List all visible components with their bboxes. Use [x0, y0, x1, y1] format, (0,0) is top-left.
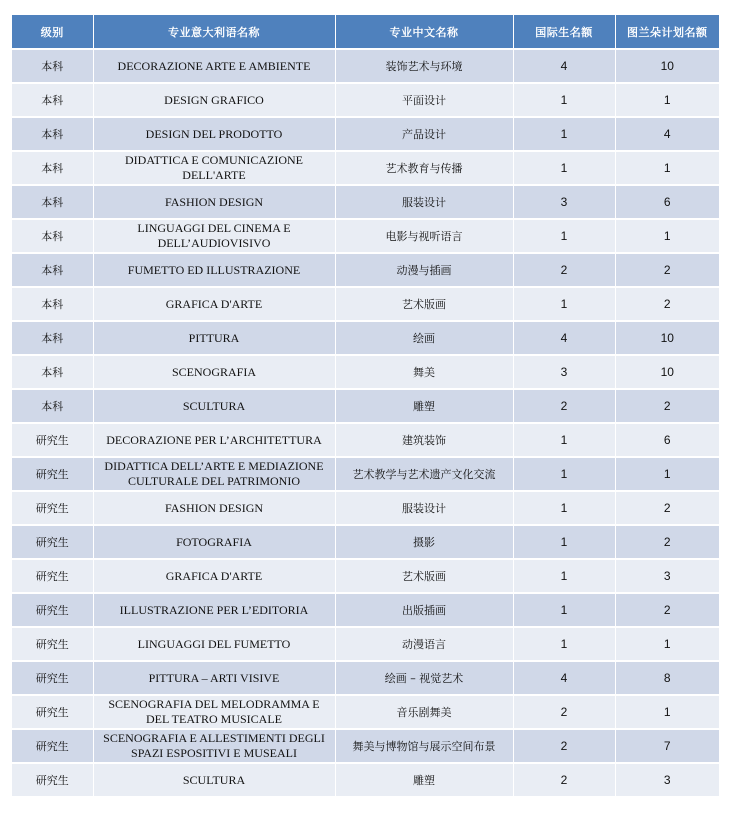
turandot-quota-cell: 6 — [615, 185, 719, 219]
international-quota-cell: 3 — [513, 185, 615, 219]
level-cell: 本科 — [12, 219, 93, 253]
chinese-name-cell: 雕塑 — [335, 389, 513, 423]
international-quota-cell: 1 — [513, 83, 615, 117]
level-cell: 研究生 — [12, 559, 93, 593]
international-quota-cell: 1 — [513, 457, 615, 491]
chinese-name-cell: 电影与视听语言 — [335, 219, 513, 253]
turandot-quota-cell: 6 — [615, 423, 719, 457]
table-header-row — [12, 15, 719, 49]
italian-name-cell: GRAFICA D'ARTE — [93, 287, 335, 321]
table-row — [12, 151, 719, 185]
international-quota-cell: 4 — [513, 661, 615, 695]
international-quota-cell: 1 — [513, 151, 615, 185]
international-quota-cell: 1 — [513, 423, 615, 457]
international-quota-cell: 1 — [513, 593, 615, 627]
italian-name-cell: DESIGN GRAFICO — [93, 83, 335, 117]
table-row — [12, 729, 719, 763]
italian-name-cell: FASHION DESIGN — [93, 185, 335, 219]
level-cell: 本科 — [12, 49, 93, 83]
turandot-quota-cell: 1 — [615, 457, 719, 491]
chinese-name-cell: 绘画 — [335, 321, 513, 355]
level-cell: 本科 — [12, 321, 93, 355]
chinese-name-cell: 平面设计 — [335, 83, 513, 117]
chinese-name-cell: 服装设计 — [335, 491, 513, 525]
turandot-quota-cell: 10 — [615, 355, 719, 389]
chinese-name-cell: 艺术版画 — [335, 287, 513, 321]
table-row — [12, 83, 719, 117]
level-cell: 研究生 — [12, 423, 93, 457]
international-quota-cell: 1 — [513, 525, 615, 559]
turandot-quota-cell: 2 — [615, 491, 719, 525]
level-cell: 研究生 — [12, 695, 93, 729]
level-cell: 研究生 — [12, 729, 93, 763]
table-row — [12, 219, 719, 253]
turandot-quota-cell: 1 — [615, 627, 719, 661]
italian-name-cell: DIDATTICA DELL’ARTE E MEDIAZIONE CULTURALE DEL PATRIMONIO — [93, 457, 335, 491]
international-quota-cell: 3 — [513, 355, 615, 389]
table-row — [12, 763, 719, 797]
turandot-quota-cell: 2 — [615, 287, 719, 321]
international-quota-cell: 1 — [513, 219, 615, 253]
international-quota-cell: 2 — [513, 253, 615, 287]
turandot-quota-cell: 1 — [615, 695, 719, 729]
table-row — [12, 593, 719, 627]
level-cell: 本科 — [12, 355, 93, 389]
table-row — [12, 661, 719, 695]
italian-name-cell: SCULTURA — [93, 763, 335, 797]
table-row — [12, 287, 719, 321]
chinese-name-cell: 摄影 — [335, 525, 513, 559]
international-quota-cell: 1 — [513, 627, 615, 661]
chinese-name-cell: 装饰艺术与环境 — [335, 49, 513, 83]
chinese-name-cell: 动漫与插画 — [335, 253, 513, 287]
level-cell: 研究生 — [12, 593, 93, 627]
italian-name-cell: DIDATTICA E COMUNICAZIONE DELL'ARTE — [93, 151, 335, 185]
chinese-name-cell: 艺术教学与艺术遗产文化交流 — [335, 457, 513, 491]
level-cell: 研究生 — [12, 491, 93, 525]
level-cell: 研究生 — [12, 457, 93, 491]
turandot-quota-cell: 7 — [615, 729, 719, 763]
header-italian-name: 专业意大利语名称 — [93, 15, 335, 49]
international-quota-cell: 1 — [513, 287, 615, 321]
level-cell: 研究生 — [12, 661, 93, 695]
turandot-quota-cell: 1 — [615, 151, 719, 185]
turandot-quota-cell: 2 — [615, 593, 719, 627]
italian-name-cell: PITTURA – ARTI VISIVE — [93, 661, 335, 695]
table-row — [12, 49, 719, 83]
italian-name-cell: LINGUAGGI DEL CINEMA E DELL’AUDIOVISIVO — [93, 219, 335, 253]
italian-name-cell: DECORAZIONE ARTE E AMBIENTE — [93, 49, 335, 83]
chinese-name-cell: 出版插画 — [335, 593, 513, 627]
turandot-quota-cell: 2 — [615, 525, 719, 559]
level-cell: 研究生 — [12, 525, 93, 559]
turandot-quota-cell: 2 — [615, 253, 719, 287]
turandot-quota-cell: 1 — [615, 83, 719, 117]
international-quota-cell: 4 — [513, 321, 615, 355]
turandot-quota-cell: 3 — [615, 559, 719, 593]
level-cell: 本科 — [12, 151, 93, 185]
header-international-quota: 国际生名额 — [513, 15, 615, 49]
level-cell: 研究生 — [12, 627, 93, 661]
level-cell: 本科 — [12, 389, 93, 423]
table-row — [12, 321, 719, 355]
chinese-name-cell: 艺术版画 — [335, 559, 513, 593]
italian-name-cell: GRAFICA D'ARTE — [93, 559, 335, 593]
international-quota-cell: 2 — [513, 695, 615, 729]
table-row — [12, 695, 719, 729]
table-row — [12, 559, 719, 593]
chinese-name-cell: 艺术教育与传播 — [335, 151, 513, 185]
italian-name-cell: SCENOGRAFIA DEL MELODRAMMA E DEL TEATRO MUSICALE — [93, 695, 335, 729]
level-cell: 本科 — [12, 117, 93, 151]
table-row — [12, 423, 719, 457]
header-chinese-name: 专业中文名称 — [335, 15, 513, 49]
italian-name-cell: SCENOGRAFIA — [93, 355, 335, 389]
table-row — [12, 627, 719, 661]
italian-name-cell: LINGUAGGI DEL FUMETTO — [93, 627, 335, 661]
level-cell: 本科 — [12, 253, 93, 287]
header-level: 级别 — [12, 15, 93, 49]
quota-table-container — [12, 15, 719, 798]
italian-name-cell: ILLUSTRAZIONE PER L’EDITORIA — [93, 593, 335, 627]
chinese-name-cell: 产品设计 — [335, 117, 513, 151]
international-quota-cell: 1 — [513, 117, 615, 151]
chinese-name-cell: 音乐剧舞美 — [335, 695, 513, 729]
table-row — [12, 185, 719, 219]
table-row — [12, 355, 719, 389]
table-row — [12, 253, 719, 287]
italian-name-cell: FOTOGRAFIA — [93, 525, 335, 559]
table-row — [12, 389, 719, 423]
turandot-quota-cell: 2 — [615, 389, 719, 423]
italian-name-cell: DECORAZIONE PER L’ARCHITETTURA — [93, 423, 335, 457]
chinese-name-cell: 建筑装饰 — [335, 423, 513, 457]
chinese-name-cell: 服装设计 — [335, 185, 513, 219]
table-row — [12, 525, 719, 559]
international-quota-cell: 2 — [513, 729, 615, 763]
italian-name-cell: FUMETTO ED ILLUSTRAZIONE — [93, 253, 335, 287]
level-cell: 本科 — [12, 287, 93, 321]
international-quota-cell: 2 — [513, 389, 615, 423]
turandot-quota-cell: 10 — [615, 321, 719, 355]
header-turandot-quota: 图兰朵计划名额 — [615, 15, 719, 49]
level-cell: 本科 — [12, 83, 93, 117]
turandot-quota-cell: 4 — [615, 117, 719, 151]
italian-name-cell: DESIGN DEL PRODOTTO — [93, 117, 335, 151]
table-row — [12, 117, 719, 151]
chinese-name-cell: 动漫语言 — [335, 627, 513, 661]
table-row — [12, 457, 719, 491]
table-body — [12, 49, 719, 797]
chinese-name-cell: 雕塑 — [335, 763, 513, 797]
turandot-quota-cell: 1 — [615, 219, 719, 253]
turandot-quota-cell: 3 — [615, 763, 719, 797]
level-cell: 研究生 — [12, 763, 93, 797]
chinese-name-cell: 舞美 — [335, 355, 513, 389]
international-quota-cell: 1 — [513, 491, 615, 525]
turandot-quota-cell: 8 — [615, 661, 719, 695]
international-quota-cell: 2 — [513, 763, 615, 797]
italian-name-cell: SCENOGRAFIA E ALLESTIMENTI DEGLI SPAZI ESPOSITIVI E MUSEALI — [93, 729, 335, 763]
italian-name-cell: SCULTURA — [93, 389, 335, 423]
chinese-name-cell: 绘画 – 视觉艺术 — [335, 661, 513, 695]
international-quota-cell: 1 — [513, 559, 615, 593]
italian-name-cell: PITTURA — [93, 321, 335, 355]
level-cell: 本科 — [12, 185, 93, 219]
quota-table — [12, 15, 719, 798]
international-quota-cell: 4 — [513, 49, 615, 83]
italian-name-cell: FASHION DESIGN — [93, 491, 335, 525]
chinese-name-cell: 舞美与博物馆与展示空间布景 — [335, 729, 513, 763]
turandot-quota-cell: 10 — [615, 49, 719, 83]
table-row — [12, 491, 719, 525]
